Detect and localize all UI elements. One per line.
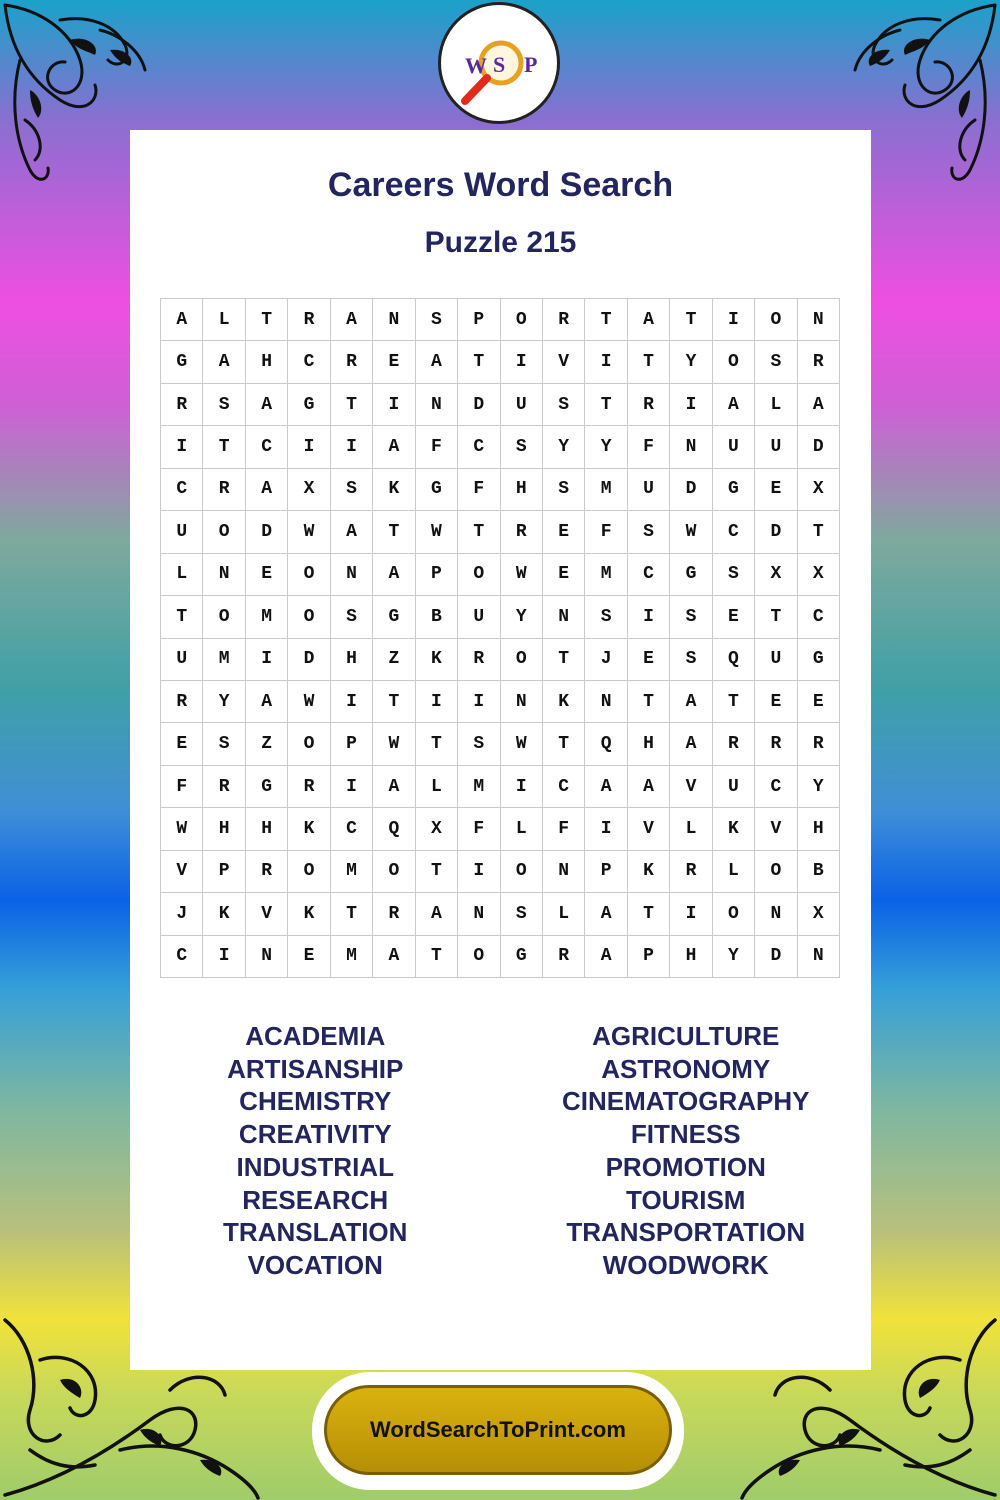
- grid-cell[interactable]: R: [288, 299, 330, 341]
- grid-cell[interactable]: X: [798, 554, 840, 596]
- grid-cell[interactable]: V: [628, 808, 670, 850]
- grid-cell[interactable]: T: [416, 851, 458, 893]
- grid-cell[interactable]: L: [543, 893, 585, 935]
- grid-cell[interactable]: R: [458, 639, 500, 681]
- logo-letter-p: P: [524, 52, 538, 77]
- grid-cell[interactable]: R: [246, 851, 288, 893]
- grid-cell[interactable]: O: [288, 851, 330, 893]
- grid-cell[interactable]: N: [331, 554, 373, 596]
- grid-cell[interactable]: F: [416, 426, 458, 468]
- grid-cell[interactable]: V: [755, 808, 797, 850]
- grid-cell[interactable]: T: [373, 511, 415, 553]
- logo-letter-s: S: [493, 52, 506, 77]
- grid-cell[interactable]: R: [373, 893, 415, 935]
- logo-letter-w: W: [465, 53, 487, 78]
- grid-cell[interactable]: R: [331, 341, 373, 383]
- grid-cell[interactable]: A: [373, 554, 415, 596]
- grid-cell[interactable]: G: [501, 936, 543, 978]
- grid-cell[interactable]: Y: [670, 341, 712, 383]
- grid-cell[interactable]: C: [288, 341, 330, 383]
- grid-cell[interactable]: C: [161, 469, 203, 511]
- grid-cell[interactable]: O: [755, 299, 797, 341]
- grid-cell[interactable]: M: [331, 936, 373, 978]
- grid-cell[interactable]: K: [288, 808, 330, 850]
- grid-cell[interactable]: Y: [585, 426, 627, 468]
- grid-cell[interactable]: O: [713, 893, 755, 935]
- grid-cell[interactable]: I: [373, 384, 415, 426]
- grid-cell[interactable]: R: [798, 341, 840, 383]
- grid-cell[interactable]: T: [713, 681, 755, 723]
- grid-cell[interactable]: O: [755, 851, 797, 893]
- grid-cell[interactable]: N: [416, 384, 458, 426]
- word-list-item: AGRICULTURE: [592, 1021, 780, 1051]
- word-list-item: PROMOTION: [605, 1151, 766, 1182]
- grid-cell[interactable]: T: [416, 936, 458, 978]
- grid-cell[interactable]: E: [755, 469, 797, 511]
- grid-cell[interactable]: I: [331, 426, 373, 468]
- grid-cell[interactable]: H: [203, 808, 245, 850]
- grid-cell[interactable]: L: [161, 554, 203, 596]
- grid-cell[interactable]: I: [501, 766, 543, 808]
- grid-cell[interactable]: K: [288, 893, 330, 935]
- grid-cell[interactable]: I: [670, 893, 712, 935]
- grid-cell[interactable]: T: [331, 893, 373, 935]
- grid-cell[interactable]: L: [203, 299, 245, 341]
- grid-cell[interactable]: F: [458, 808, 500, 850]
- grid-cell[interactable]: T: [670, 299, 712, 341]
- grid-cell[interactable]: N: [543, 851, 585, 893]
- grid-cell[interactable]: C: [755, 766, 797, 808]
- grid-cell[interactable]: Y: [713, 936, 755, 978]
- grid-cell[interactable]: W: [501, 554, 543, 596]
- grid-cell[interactable]: I: [416, 681, 458, 723]
- grid-cell[interactable]: N: [798, 936, 840, 978]
- grid-cell[interactable]: U: [161, 511, 203, 553]
- grid-cell[interactable]: B: [416, 596, 458, 638]
- grid-cell[interactable]: Y: [501, 596, 543, 638]
- grid-cell[interactable]: N: [373, 299, 415, 341]
- grid-cell[interactable]: R: [203, 766, 245, 808]
- grid-cell[interactable]: E: [373, 341, 415, 383]
- grid-cell[interactable]: A: [670, 681, 712, 723]
- grid-cell[interactable]: N: [798, 299, 840, 341]
- grid-cell[interactable]: I: [670, 384, 712, 426]
- grid-cell[interactable]: R: [713, 723, 755, 765]
- word-list-item: TRANSLATION: [223, 1217, 408, 1248]
- word-list-item: TOURISM: [626, 1184, 746, 1215]
- grid-cell[interactable]: K: [203, 893, 245, 935]
- grid-cell[interactable]: T: [628, 681, 670, 723]
- grid-cell[interactable]: E: [713, 596, 755, 638]
- grid-cell[interactable]: K: [416, 639, 458, 681]
- word-list-item: INDUSTRIAL: [236, 1151, 394, 1182]
- word-list-item: CREATIVITY: [238, 1119, 392, 1150]
- grid-cell[interactable]: I: [331, 766, 373, 808]
- grid-cell[interactable]: O: [203, 511, 245, 553]
- grid-cell[interactable]: K: [713, 808, 755, 850]
- grid-cell[interactable]: F: [628, 426, 670, 468]
- grid-cell[interactable]: U: [161, 639, 203, 681]
- site-logo[interactable]: [438, 2, 560, 124]
- grid-cell[interactable]: X: [288, 469, 330, 511]
- grid-cell[interactable]: A: [416, 341, 458, 383]
- grid-cell[interactable]: R: [203, 469, 245, 511]
- grid-cell[interactable]: F: [543, 808, 585, 850]
- word-list-item: RESEARCH: [242, 1184, 389, 1215]
- word-list-item: FITNESS: [630, 1119, 741, 1150]
- grid-cell[interactable]: U: [458, 596, 500, 638]
- grid-cell[interactable]: O: [501, 851, 543, 893]
- grid-cell[interactable]: R: [161, 384, 203, 426]
- grid-cell[interactable]: S: [755, 341, 797, 383]
- grid-cell[interactable]: R: [628, 384, 670, 426]
- grid-cell[interactable]: W: [373, 723, 415, 765]
- grid-cell[interactable]: A: [628, 766, 670, 808]
- grid-cell[interactable]: A: [246, 469, 288, 511]
- grid-cell[interactable]: O: [501, 639, 543, 681]
- grid-cell[interactable]: T: [543, 639, 585, 681]
- grid-cell[interactable]: T: [203, 426, 245, 468]
- grid-cell[interactable]: L: [416, 766, 458, 808]
- grid-cell[interactable]: L: [501, 808, 543, 850]
- word-list-left: [130, 1020, 501, 1282]
- grid-cell[interactable]: S: [203, 384, 245, 426]
- grid-cell[interactable]: S: [543, 384, 585, 426]
- grid-cell[interactable]: T: [458, 341, 500, 383]
- grid-cell[interactable]: W: [416, 511, 458, 553]
- grid-cell[interactable]: T: [161, 596, 203, 638]
- grid-cell[interactable]: P: [458, 299, 500, 341]
- grid-cell[interactable]: C: [713, 511, 755, 553]
- grid-cell[interactable]: C: [798, 596, 840, 638]
- magnifier-icon: [441, 5, 557, 121]
- grid-cell[interactable]: I: [585, 808, 627, 850]
- grid-cell[interactable]: Q: [585, 723, 627, 765]
- word-list-item: WOODWORK: [602, 1249, 769, 1280]
- grid-cell[interactable]: G: [161, 341, 203, 383]
- word-list-right: [501, 1020, 872, 1282]
- grid-cell[interactable]: A: [246, 384, 288, 426]
- grid-cell[interactable]: T: [543, 723, 585, 765]
- grid-cell[interactable]: R: [755, 723, 797, 765]
- grid-cell[interactable]: X: [755, 554, 797, 596]
- grid-cell[interactable]: H: [246, 808, 288, 850]
- grid-cell[interactable]: C: [331, 808, 373, 850]
- grid-cell[interactable]: R: [670, 851, 712, 893]
- grid-cell[interactable]: X: [416, 808, 458, 850]
- grid-cell[interactable]: A: [203, 341, 245, 383]
- grid-cell[interactable]: D: [755, 936, 797, 978]
- grid-cell[interactable]: T: [585, 299, 627, 341]
- grid-cell[interactable]: I: [161, 426, 203, 468]
- grid-cell[interactable]: S: [670, 639, 712, 681]
- grid-cell[interactable]: P: [628, 936, 670, 978]
- grid-cell[interactable]: I: [331, 681, 373, 723]
- word-list-item: CINEMATOGRAPHY: [562, 1086, 810, 1117]
- grid-cell[interactable]: A: [585, 766, 627, 808]
- grid-cell[interactable]: K: [543, 681, 585, 723]
- grid-cell[interactable]: S: [501, 426, 543, 468]
- grid-cell[interactable]: C: [543, 766, 585, 808]
- grid-cell[interactable]: N: [755, 893, 797, 935]
- grid-cell[interactable]: I: [458, 851, 500, 893]
- grid-cell[interactable]: H: [798, 808, 840, 850]
- grid-cell[interactable]: R: [501, 511, 543, 553]
- grid-cell[interactable]: A: [373, 426, 415, 468]
- grid-cell[interactable]: G: [798, 639, 840, 681]
- grid-cell[interactable]: H: [670, 936, 712, 978]
- grid-cell[interactable]: W: [670, 511, 712, 553]
- grid-cell[interactable]: C: [246, 426, 288, 468]
- grid-cell[interactable]: T: [416, 723, 458, 765]
- grid-cell[interactable]: A: [246, 681, 288, 723]
- grid-cell[interactable]: W: [161, 808, 203, 850]
- puzzle-card: [130, 130, 871, 1370]
- grid-cell[interactable]: A: [331, 299, 373, 341]
- grid-cell[interactable]: G: [416, 469, 458, 511]
- grid-cell[interactable]: S: [501, 893, 543, 935]
- grid-cell[interactable]: R: [543, 299, 585, 341]
- grid-cell[interactable]: T: [585, 384, 627, 426]
- grid-cell[interactable]: I: [628, 596, 670, 638]
- grid-cell[interactable]: Z: [373, 639, 415, 681]
- grid-cell[interactable]: K: [373, 469, 415, 511]
- corner-flourish-top-left: [0, 0, 150, 210]
- grid-cell[interactable]: O: [501, 299, 543, 341]
- grid-cell[interactable]: O: [288, 554, 330, 596]
- grid-cell[interactable]: P: [416, 554, 458, 596]
- word-list-item: CHEMISTRY: [239, 1086, 392, 1117]
- word-list-item: ARTISANSHIP: [227, 1053, 404, 1084]
- grid-cell[interactable]: K: [628, 851, 670, 893]
- grid-cell[interactable]: S: [670, 596, 712, 638]
- grid-cell[interactable]: N: [203, 554, 245, 596]
- word-list-item: TRANSPORTATION: [566, 1217, 806, 1248]
- grid-cell[interactable]: U: [628, 469, 670, 511]
- grid-cell[interactable]: S: [713, 554, 755, 596]
- grid-cell[interactable]: I: [288, 426, 330, 468]
- grid-cell[interactable]: S: [543, 469, 585, 511]
- grid-cell[interactable]: W: [501, 723, 543, 765]
- grid-cell[interactable]: G: [373, 596, 415, 638]
- grid-cell[interactable]: D: [246, 511, 288, 553]
- grid-cell[interactable]: T: [246, 299, 288, 341]
- grid-cell[interactable]: S: [628, 511, 670, 553]
- grid-cell[interactable]: X: [798, 469, 840, 511]
- grid-cell[interactable]: H: [331, 639, 373, 681]
- grid-cell[interactable]: Y: [203, 681, 245, 723]
- grid-cell[interactable]: D: [288, 639, 330, 681]
- grid-cell[interactable]: C: [628, 554, 670, 596]
- grid-cell[interactable]: A: [373, 936, 415, 978]
- grid-cell[interactable]: D: [458, 384, 500, 426]
- grid-cell[interactable]: T: [628, 893, 670, 935]
- grid-cell[interactable]: H: [628, 723, 670, 765]
- grid-cell[interactable]: S: [416, 299, 458, 341]
- grid-cell[interactable]: T: [755, 596, 797, 638]
- grid-cell[interactable]: G: [246, 766, 288, 808]
- grid-cell[interactable]: D: [670, 469, 712, 511]
- grid-cell[interactable]: L: [670, 808, 712, 850]
- page-title: Careers Word Search: [327, 166, 674, 204]
- grid-cell[interactable]: A: [585, 936, 627, 978]
- grid-cell[interactable]: U: [755, 639, 797, 681]
- grid-cell[interactable]: R: [288, 766, 330, 808]
- grid-cell[interactable]: U: [713, 426, 755, 468]
- word-list-item: ASTRONOMY: [601, 1053, 771, 1084]
- grid-cell[interactable]: O: [203, 596, 245, 638]
- grid-cell[interactable]: I: [246, 639, 288, 681]
- grid-cell[interactable]: O: [458, 936, 500, 978]
- letter-grid: [160, 298, 840, 978]
- grid-cell[interactable]: N: [670, 426, 712, 468]
- grid-cell[interactable]: O: [288, 596, 330, 638]
- grid-cell[interactable]: S: [331, 596, 373, 638]
- grid-cell[interactable]: A: [628, 299, 670, 341]
- grid-cell[interactable]: M: [585, 469, 627, 511]
- grid-cell[interactable]: A: [585, 893, 627, 935]
- grid-cell[interactable]: T: [628, 341, 670, 383]
- grid-cell[interactable]: F: [585, 511, 627, 553]
- grid-cell[interactable]: N: [543, 596, 585, 638]
- grid-cell[interactable]: O: [458, 554, 500, 596]
- grid-cell[interactable]: E: [161, 723, 203, 765]
- grid-cell[interactable]: G: [670, 554, 712, 596]
- grid-cell[interactable]: R: [798, 723, 840, 765]
- grid-cell[interactable]: I: [458, 681, 500, 723]
- grid-cell[interactable]: U: [755, 426, 797, 468]
- grid-cell[interactable]: N: [458, 893, 500, 935]
- grid-cell[interactable]: V: [543, 341, 585, 383]
- grid-cell[interactable]: T: [373, 681, 415, 723]
- corner-flourish-top-right: [850, 0, 1000, 210]
- grid-cell[interactable]: M: [246, 596, 288, 638]
- grid-cell[interactable]: D: [798, 426, 840, 468]
- footer-banner: [312, 1372, 684, 1490]
- grid-cell[interactable]: R: [161, 681, 203, 723]
- grid-cell[interactable]: N: [501, 681, 543, 723]
- grid-cell[interactable]: I: [203, 936, 245, 978]
- grid-cell[interactable]: W: [288, 681, 330, 723]
- grid-cell[interactable]: A: [798, 384, 840, 426]
- grid-cell[interactable]: M: [331, 851, 373, 893]
- grid-cell[interactable]: S: [458, 723, 500, 765]
- word-list-item: VOCATION: [247, 1249, 383, 1280]
- grid-cell[interactable]: J: [161, 893, 203, 935]
- grid-cell[interactable]: X: [798, 893, 840, 935]
- grid-cell[interactable]: I: [585, 341, 627, 383]
- grid-cell[interactable]: Q: [373, 808, 415, 850]
- grid-cell[interactable]: A: [331, 511, 373, 553]
- grid-cell[interactable]: L: [713, 851, 755, 893]
- site-link-button[interactable]: WordSearchToPrint.com: [324, 1385, 672, 1475]
- grid-cell[interactable]: H: [246, 341, 288, 383]
- grid-cell[interactable]: W: [288, 511, 330, 553]
- word-list: [130, 1020, 871, 1282]
- grid-cell[interactable]: I: [501, 341, 543, 383]
- grid-cell[interactable]: E: [798, 681, 840, 723]
- grid-cell[interactable]: E: [755, 681, 797, 723]
- grid-cell[interactable]: F: [458, 469, 500, 511]
- grid-cell[interactable]: A: [373, 766, 415, 808]
- grid-cell[interactable]: C: [161, 936, 203, 978]
- grid-cell[interactable]: C: [458, 426, 500, 468]
- grid-cell[interactable]: O: [288, 723, 330, 765]
- grid-cell[interactable]: G: [713, 469, 755, 511]
- puzzle-number: Puzzle 215: [424, 226, 577, 259]
- grid-cell[interactable]: G: [288, 384, 330, 426]
- grid-cell[interactable]: Q: [713, 639, 755, 681]
- grid-cell[interactable]: Y: [543, 426, 585, 468]
- grid-cell[interactable]: V: [161, 851, 203, 893]
- grid-cell[interactable]: E: [543, 511, 585, 553]
- grid-cell[interactable]: L: [755, 384, 797, 426]
- grid-cell[interactable]: E: [246, 554, 288, 596]
- grid-cell[interactable]: T: [798, 511, 840, 553]
- grid-cell[interactable]: S: [585, 596, 627, 638]
- grid-cell[interactable]: Z: [246, 723, 288, 765]
- grid-cell[interactable]: B: [798, 851, 840, 893]
- grid-cell[interactable]: O: [373, 851, 415, 893]
- grid-cell[interactable]: M: [585, 554, 627, 596]
- grid-cell[interactable]: E: [288, 936, 330, 978]
- grid-cell[interactable]: T: [331, 384, 373, 426]
- grid-cell[interactable]: M: [203, 639, 245, 681]
- grid-cell[interactable]: N: [246, 936, 288, 978]
- grid-cell[interactable]: I: [713, 299, 755, 341]
- grid-cell[interactable]: N: [585, 681, 627, 723]
- grid-cell[interactable]: A: [416, 893, 458, 935]
- grid-cell[interactable]: P: [203, 851, 245, 893]
- grid-cell[interactable]: P: [331, 723, 373, 765]
- grid-cell[interactable]: M: [458, 766, 500, 808]
- grid-cell[interactable]: F: [161, 766, 203, 808]
- grid-cell[interactable]: E: [543, 554, 585, 596]
- grid-cell[interactable]: A: [161, 299, 203, 341]
- grid-cell[interactable]: S: [203, 723, 245, 765]
- grid-cell[interactable]: H: [501, 469, 543, 511]
- grid-cell[interactable]: P: [585, 851, 627, 893]
- grid-cell[interactable]: O: [713, 341, 755, 383]
- grid-cell[interactable]: A: [670, 723, 712, 765]
- grid-cell[interactable]: R: [543, 936, 585, 978]
- grid-cell[interactable]: E: [628, 639, 670, 681]
- grid-cell[interactable]: Y: [798, 766, 840, 808]
- grid-cell[interactable]: A: [713, 384, 755, 426]
- grid-cell[interactable]: T: [458, 511, 500, 553]
- word-list-item: ACADEMIA: [245, 1021, 386, 1051]
- grid-cell[interactable]: J: [585, 639, 627, 681]
- grid-cell[interactable]: U: [713, 766, 755, 808]
- grid-cell[interactable]: V: [246, 893, 288, 935]
- grid-cell[interactable]: U: [501, 384, 543, 426]
- grid-cell[interactable]: D: [755, 511, 797, 553]
- grid-cell[interactable]: S: [331, 469, 373, 511]
- grid-cell[interactable]: V: [670, 766, 712, 808]
